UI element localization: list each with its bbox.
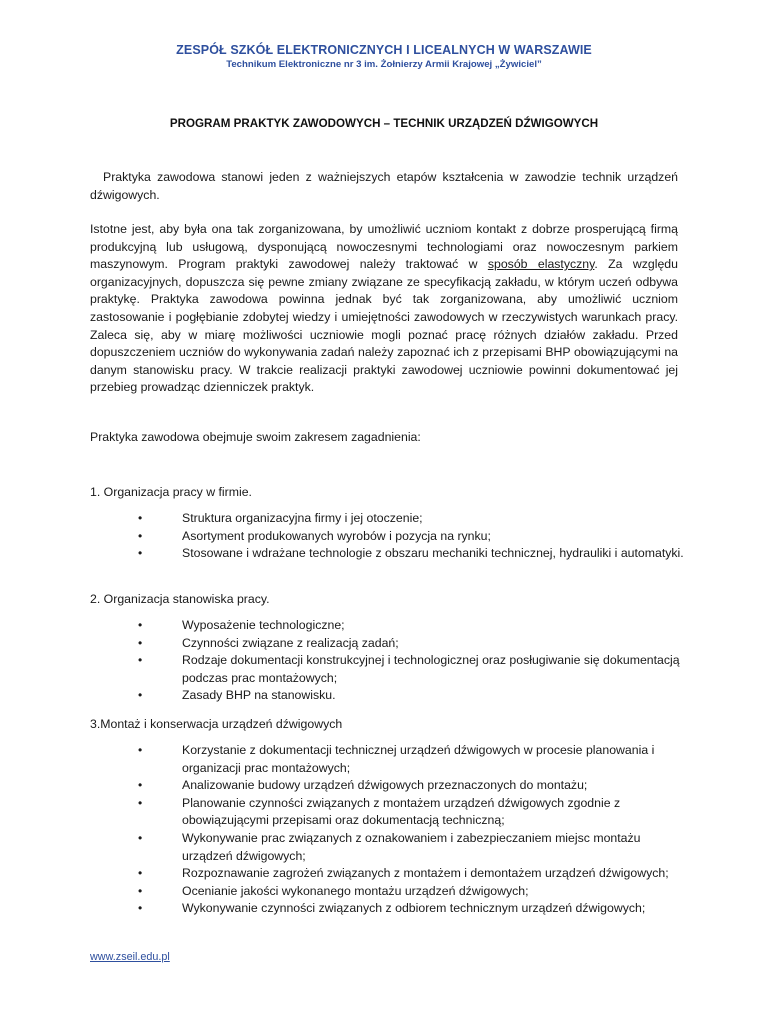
list-item-text: Asortyment produkowanych wyrobów i pozycja na rynku;: [182, 528, 491, 543]
section-heading: 3.Montaż i konserwacja urządzeń dźwigowych: [90, 717, 343, 731]
bullet-icon: •: [138, 653, 143, 668]
bullet-list: [90, 742, 690, 918]
bullet-icon: •: [138, 883, 143, 898]
list-item-text: Struktura organizacyjna firmy i jej otoczenie;: [182, 511, 423, 525]
section-heading: 2. Organizacja stanowiska pracy.: [90, 592, 270, 606]
list-item: [90, 545, 690, 563]
list-item-text: Czynności związane z realizacją zadań;: [182, 635, 399, 650]
bullet-icon: •: [138, 511, 143, 525]
main-paragraph: [90, 221, 678, 397]
school-subtitle: Technikum Elektroniczne nr 3 im. Żołnierzy Armii Krajowej „Żywiciel”: [226, 59, 542, 70]
bullet-icon: •: [138, 901, 143, 916]
bullet-icon: •: [138, 528, 143, 543]
list-item: [90, 777, 690, 795]
list-item: [90, 795, 690, 830]
bullet-icon: •: [138, 546, 143, 561]
list-item: [90, 865, 690, 883]
list-item-text: Korzystanie z dokumentacji technicznej urządzeń dźwigowych w procesie planowania i organizacji prac montażowych;: [182, 743, 655, 775]
list-item: [90, 617, 690, 635]
bullet-icon: •: [138, 795, 143, 810]
bullet-icon: •: [138, 830, 143, 845]
list-item-text: Analizowanie budowy urządzeń dźwigowych przeznaczonych do montażu;: [182, 778, 588, 793]
list-item: [90, 830, 690, 865]
main-paragraph-part-2: . Za względu organizacyjnych, dopuszcza się pewne zmiany związane ze specyfikacją zakładu, w którym uczeń odbywa praktykę. Praktyka zawodowa powinna jednak być tak zorganizowana, aby umożliwić uczniom zastosowanie i pogłębianie zdobytej wiedzy i umiejętności zawodowych w rzeczywistych warunkach pracy. Zaleca się, aby w miarę możliwości uczniowie mogli poznać pracę różnych działów zakładu. Przed dopuszczeniem uczniów do wykonywania zadań należy zapoznać ich z przepisami BHP obowiązującymi na danym stanowisku pracy. W trakcie realizacji praktyki zawodowej uczniowie powinni dokumentować jej przebieg prowadząc dzienniczek praktyk.: [90, 257, 678, 395]
list-item: [90, 652, 690, 687]
page-title: PROGRAM PRAKTYK ZAWODOWYCH – TECHNIK URZĄDZEŃ DŹWIGOWYCH: [169, 117, 599, 130]
website-link[interactable]: www.zseil.edu.pl: [90, 951, 170, 963]
list-item-text: Planowanie czynności związanych z montażem urządzeń dźwigowych zgodnie z obowiązującymi przepisami oraz dokumentacją techniczną;: [182, 795, 621, 828]
list-item: [90, 528, 690, 546]
bullet-icon: •: [138, 778, 143, 793]
bullet-list: [90, 510, 690, 563]
list-item: [90, 742, 690, 777]
list-item-text: Wykonywanie czynności związanych z odbiorem technicznym urządzeń dźwigowych;: [182, 901, 646, 916]
list-item: [90, 635, 690, 653]
list-item-text: Wyposażenie technologiczne;: [182, 618, 345, 632]
list-item-text: Stosowane i wdrażane technologie z obszaru mechaniki technicznej, hydrauliki i automatyki.: [182, 546, 684, 561]
bullet-icon: •: [138, 743, 143, 757]
section-heading: 1. Organizacja pracy w firmie.: [90, 485, 252, 499]
list-item: [90, 883, 690, 901]
bullet-icon: •: [138, 688, 143, 703]
list-item: [90, 510, 690, 528]
list-item-text: Rodzaje dokumentacji konstrukcyjnej i technologicznej oraz posługiwanie się dokumentacją podczas prac montażowych;: [182, 653, 680, 685]
scope-lead: Praktyka zawodowa obejmuje swoim zakresem zagadnienia:: [90, 430, 421, 444]
intro-paragraph: Praktyka zawodowa stanowi jeden z ważniejszych etapów kształcenia w zawodzie technik urządzeń dźwigowych.: [90, 170, 678, 202]
list-item-text: Wykonywanie prac związanych z oznakowaniem i zabezpieczaniem miejsc montażu urządzeń dźwigowych;: [182, 830, 641, 863]
main-paragraph-part-1: Istotne jest, aby była ona tak zorganizowana, by umożliwić uczniom kontakt z dobrze prosperującą firmą produkcyjną lub usługową, dysponującą nowoczesnymi technologiami oraz nowoczesnym parkiem maszynowym. Program praktyki zawodowej należy traktować w: [90, 222, 678, 272]
list-item-text: Ocenianie jakości wykonanego montażu urządzeń dźwigowych;: [182, 883, 529, 898]
bullet-list: [90, 617, 690, 705]
bullet-icon: •: [138, 866, 143, 881]
bullet-icon: •: [138, 618, 143, 632]
school-name: ZESPÓŁ SZKÓŁ ELEKTRONICZNYCH I LICEALNYCH W WARSZAWIE: [176, 43, 592, 57]
letterhead: [0, 42, 768, 72]
list-item: [90, 900, 690, 918]
underlined-phrase: sposób elastyczny: [487, 257, 595, 272]
list-item-text: Rozpoznawanie zagrożeń związanych z montażem i demontażem urządzeń dźwigowych;: [182, 866, 669, 881]
list-item: [90, 687, 690, 705]
list-item-text: Zasady BHP na stanowisku.: [182, 688, 336, 703]
bullet-icon: •: [138, 635, 143, 650]
